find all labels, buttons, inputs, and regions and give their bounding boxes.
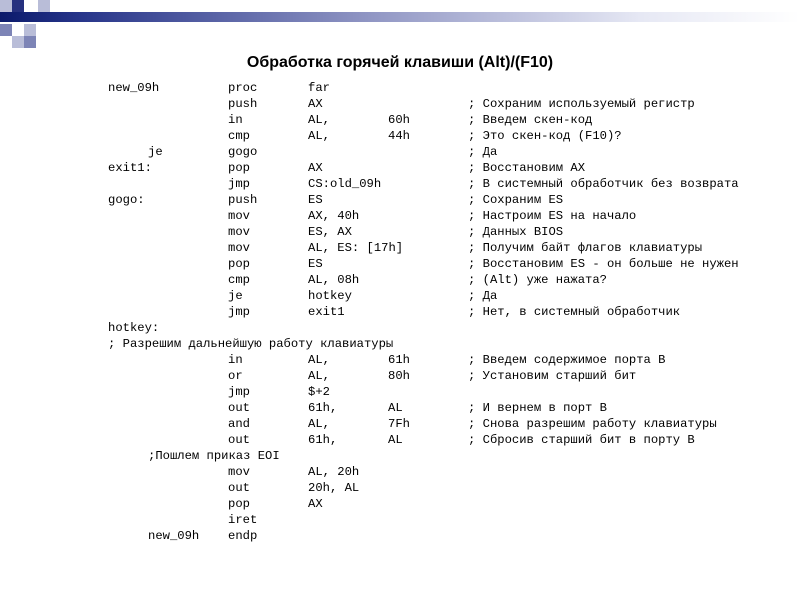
- code-label: gogo:: [108, 193, 145, 207]
- code-operand: AL,: [308, 113, 330, 127]
- code-label: exit1:: [108, 161, 152, 175]
- code-comment: ; Настроим ES на начало: [468, 209, 637, 223]
- code-operand: AL,: [308, 369, 330, 383]
- code-operand: 61h: [388, 353, 410, 367]
- code-mnemonic: pop: [228, 161, 250, 175]
- code-mnemonic: jmp: [228, 177, 250, 191]
- title-gradient-bar: [0, 12, 800, 22]
- code-operand: 44h: [388, 129, 410, 143]
- code-mnemonic: out: [228, 481, 250, 495]
- code-mnemonic: push: [228, 193, 258, 207]
- code-mnemonic: gogo: [228, 145, 258, 159]
- code-mnemonic: jmp: [228, 305, 250, 319]
- code-mnemonic: and: [228, 417, 250, 431]
- code-label: hotkey:: [108, 321, 160, 335]
- code-comment: ; Это скен-код (F10)?: [468, 129, 622, 143]
- decor-square: [24, 36, 36, 48]
- code-operand: $+2: [308, 385, 330, 399]
- code-comment: ; Нет, в системный обработчик: [468, 305, 681, 319]
- code-label: new_09h: [108, 81, 160, 95]
- code-operand: AL, 20h: [308, 465, 360, 479]
- code-comment: ; Да: [468, 289, 498, 303]
- code-operand: ES, AX: [308, 225, 352, 239]
- code-mnemonic: out: [228, 401, 250, 415]
- code-operand: AL, ES: [17h]: [308, 241, 404, 255]
- code-operand: AL,: [308, 353, 330, 367]
- code-operand: 20h, AL: [308, 481, 360, 495]
- code-mnemonic: je: [228, 289, 243, 303]
- code-mnemonic: out: [228, 433, 250, 447]
- code-comment: ; Сбросив старший бит в порту B: [468, 433, 695, 447]
- decor-square: [24, 24, 36, 36]
- code-comment: ; Снова разрешим работу клавиатуры: [468, 417, 717, 431]
- code-mnemonic: in: [228, 353, 243, 367]
- code-operand: 61h,: [308, 433, 338, 447]
- code-operand: 80h: [388, 369, 410, 383]
- code-operand: 7Fh: [388, 417, 410, 431]
- code-comment: ; (Alt) уже нажата?: [468, 273, 607, 287]
- code-operand: exit1: [308, 305, 345, 319]
- decor-square: [38, 0, 50, 12]
- code-operand: far: [308, 81, 330, 95]
- code-mnemonic: cmp: [228, 129, 250, 143]
- code-mnemonic: proc: [228, 81, 258, 95]
- code-comment: ; Данных BIOS: [468, 225, 564, 239]
- code-mnemonic: mov: [228, 225, 250, 239]
- decor-square: [0, 0, 12, 12]
- code-mnemonic: mov: [228, 241, 250, 255]
- code-comment: ; Получим байт флагов клавиатуры: [468, 241, 703, 255]
- code-mnemonic: cmp: [228, 273, 250, 287]
- code-comment: ; Сохраним используемый регистр: [468, 97, 695, 111]
- code-mnemonic: mov: [228, 465, 250, 479]
- code-mnemonic: mov: [228, 209, 250, 223]
- code-comment: ; Разрешим дальнейшую работу клавиатуры: [108, 337, 394, 351]
- code-comment: ;Пошлем приказ EOI: [148, 449, 280, 463]
- code-mnemonic: or: [228, 369, 243, 383]
- slide-title: Обработка горячей клавиши (Alt)/(F10): [246, 54, 554, 71]
- decor-square: [12, 36, 24, 48]
- code-operand: 61h,: [308, 401, 338, 415]
- code-mnemonic: in: [228, 113, 243, 127]
- code-operand: AL,: [308, 129, 330, 143]
- code-comment: ; Установим старший бит: [468, 369, 637, 383]
- code-mnemonic: push: [228, 97, 258, 111]
- code-operand: AL: [388, 401, 403, 415]
- code-mnemonic: pop: [228, 257, 250, 271]
- code-operand: AX, 40h: [308, 209, 360, 223]
- code-operand: AX: [308, 497, 323, 511]
- code-operand: AL: [388, 433, 403, 447]
- decor-square: [0, 24, 12, 36]
- code-operand: AX: [308, 161, 323, 175]
- code-operand: ES: [308, 193, 323, 207]
- code-comment: ; Введем скен-код: [468, 113, 593, 127]
- code-operand: CS:old_09h: [308, 177, 382, 191]
- code-comment: ; Восстановим AX: [468, 161, 586, 175]
- decor-square: [12, 0, 24, 12]
- code-operand: AL,: [308, 417, 330, 431]
- code-operand: ES: [308, 257, 323, 271]
- code-operand: 60h: [388, 113, 410, 127]
- code-comment: ; И вернем в порт B: [468, 401, 607, 415]
- code-label: je: [148, 145, 163, 159]
- code-mnemonic: iret: [228, 513, 258, 527]
- code-label: new_09h: [148, 529, 200, 543]
- code-operand: AL, 08h: [308, 273, 360, 287]
- code-operand: AX: [308, 97, 323, 111]
- code-operand: hotkey: [308, 289, 352, 303]
- code-comment: ; Сохраним ES: [468, 193, 564, 207]
- code-comment: ; Восстановим ES - он больше не нужен: [468, 257, 739, 271]
- code-comment: ; Да: [468, 145, 498, 159]
- code-comment: ; Введем содержимое порта B: [468, 353, 666, 367]
- code-comment: ; В системный обработчик без возврата: [468, 177, 739, 191]
- code-mnemonic: pop: [228, 497, 250, 511]
- code-mnemonic: jmp: [228, 385, 250, 399]
- code-mnemonic: endp: [228, 529, 258, 543]
